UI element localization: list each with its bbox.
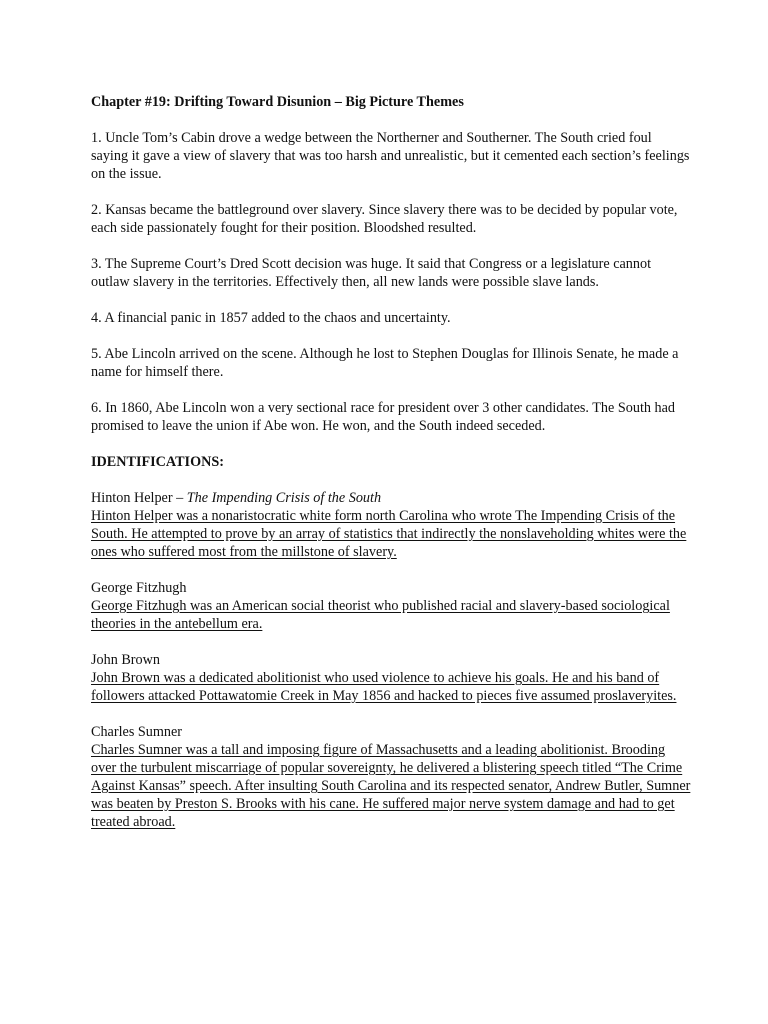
identification-name-text: Hinton Helper – bbox=[91, 490, 187, 506]
identification-description: Hinton Helper was a nonaristocratic white form north Carolina who wrote The Impending Crisis of the South. He attempted to prove by an array of statistics that indirectly the nonslaveholding whites were the ones who suffered most from the millstone of slavery. bbox=[91, 508, 687, 560]
theme-2: 2. Kansas became the battleground over slavery. Since slavery there was to be decided by popular vote, each side passionately fought for their position. Bloodshed resulted. bbox=[91, 202, 678, 236]
identification-name: Charles Sumner bbox=[91, 724, 183, 740]
theme-5: 5. Abe Lincoln arrived on the scene. Although he lost to Stephen Douglas for Illinois Senate, he made a name for himself there. bbox=[91, 346, 679, 380]
identification-john-brown bbox=[91, 651, 691, 705]
identification-name: George Fitzhugh bbox=[91, 580, 187, 596]
identification-subtitle: The Impending Crisis of the South bbox=[186, 490, 382, 506]
identifications-heading: IDENTIFICATIONS: bbox=[91, 454, 224, 470]
theme-1: 1. Uncle Tom’s Cabin drove a wedge between the Northerner and Southerner. The South cried foul saying it gave a view of slavery that was too harsh and unrealistic, but it cemented each section’s feelings on the issue. bbox=[91, 130, 690, 182]
identification-description: Charles Sumner was a tall and imposing figure of Massachusetts and a leading abolitionist. Brooding over the turbulent miscarriage of popular sovereignty, he delivered a blistering speech titled “The Crime Against Kansas” speech. After insulting South Carolina and its respected senator, Andrew Butler, Sumner was beaten by Preston S. Brooks with his cane. He suffered major nerve system damage and had to get treated abroad. bbox=[91, 742, 691, 830]
document-title: Chapter #19: Drifting Toward Disunion – Big Picture Themes bbox=[91, 94, 464, 110]
identification-description: John Brown was a dedicated abolitionist who used violence to achieve his goals. He and his band of followers attacked Pottawatomie Creek in May 1856 and hacked to pieces five assumed proslaveryites. bbox=[91, 670, 677, 704]
theme-6: 6. In 1860, Abe Lincoln won a very sectional race for president over 3 other candidates. The South had promised to leave the union if Abe won. He won, and the South indeed seceded. bbox=[91, 400, 676, 434]
theme-3: 3. The Supreme Court’s Dred Scott decision was huge. It said that Congress or a legislature cannot outlaw slavery in the territories. Effectively then, all new lands were possible slave lands. bbox=[91, 256, 652, 290]
identification-name: John Brown bbox=[91, 652, 160, 668]
document-page bbox=[91, 93, 691, 849]
identification-hinton-helper bbox=[91, 489, 691, 561]
theme-4: 4. A financial panic in 1857 added to the chaos and uncertainty. bbox=[91, 310, 451, 326]
identification-name bbox=[91, 489, 691, 507]
themes-list bbox=[91, 129, 691, 435]
identification-description: George Fitzhugh was an American social theorist who published racial and slavery-based sociological theories in the antebellum era. bbox=[91, 598, 670, 632]
identification-charles-sumner bbox=[91, 723, 691, 831]
identifications-list bbox=[91, 489, 691, 831]
identification-george-fitzhugh bbox=[91, 579, 691, 633]
